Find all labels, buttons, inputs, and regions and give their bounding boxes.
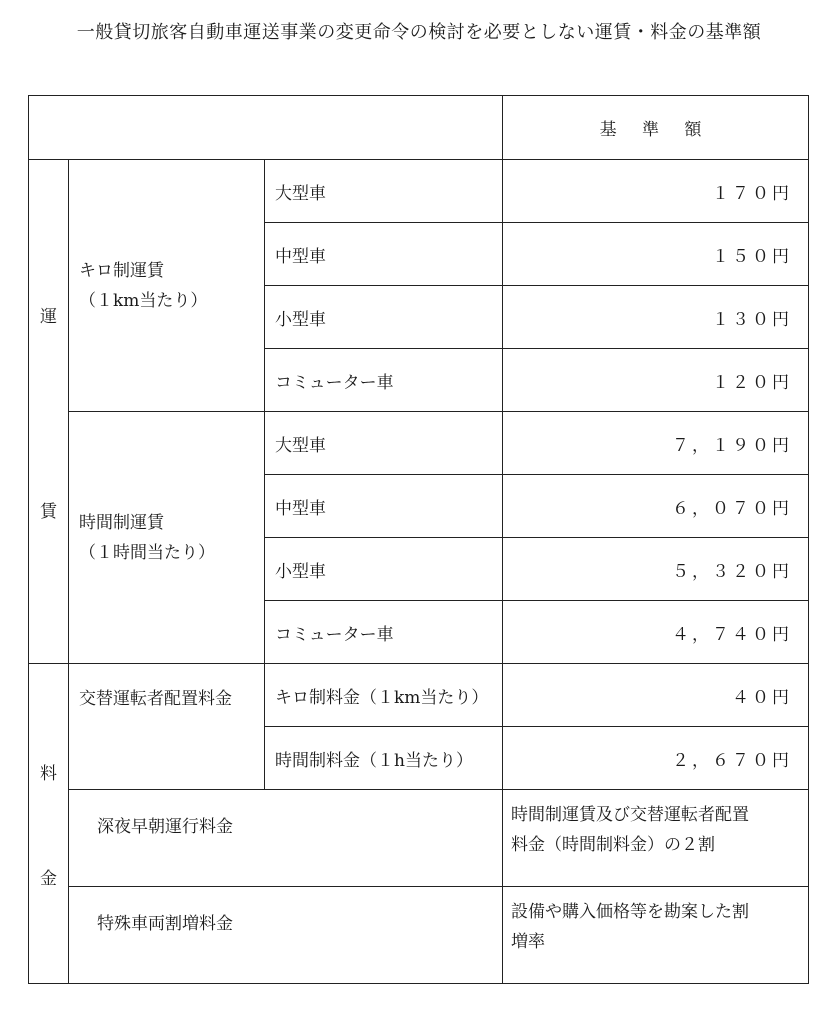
- charge-type-cell: キロ制料金（１km当たり）: [265, 664, 503, 727]
- fare-label-1: 運: [40, 306, 57, 327]
- amount-cell: １５０円: [503, 223, 809, 286]
- table-header-row: [29, 96, 809, 160]
- vehicle-cell: 小型車: [265, 538, 503, 601]
- amount-cell: １２０円: [503, 349, 809, 412]
- fare-table: [28, 95, 809, 984]
- relief-driver-cell: 交替運転者配置料金: [69, 664, 265, 790]
- km-fare-cell: [69, 160, 265, 412]
- table-row: [29, 790, 809, 887]
- vehicle-cell: 中型車: [265, 223, 503, 286]
- table-row: [29, 160, 809, 223]
- vehicle-cell: 中型車: [265, 475, 503, 538]
- special-note-line-1: 設備や購入価格等を勘案した割: [511, 902, 750, 922]
- amount-cell: １３０円: [503, 286, 809, 349]
- table-row: [29, 664, 809, 727]
- special-note-line-2: 増率: [511, 932, 546, 952]
- charges-label-1: 料: [40, 763, 57, 784]
- vehicle-cell: 大型車: [265, 160, 503, 223]
- amount-cell: ５，３２０円: [503, 538, 809, 601]
- special-vehicle-charge-note: [503, 887, 809, 984]
- vehicle-cell: コミューター車: [265, 601, 503, 664]
- amount-cell: ４０円: [503, 664, 809, 727]
- fare-label-2: 賃: [40, 501, 57, 522]
- night-note-line-2: 料金（時間制料金）の２割: [511, 835, 716, 855]
- time-fare-name: 時間制運賃: [79, 512, 164, 533]
- header-amount-cell: 基 準 額: [503, 96, 809, 160]
- amount-cell: ７，１９０円: [503, 412, 809, 475]
- vehicle-cell: 小型車: [265, 286, 503, 349]
- amount-cell: ２，６７０円: [503, 727, 809, 790]
- vehicle-cell: コミューター車: [265, 349, 503, 412]
- table-row: [29, 887, 809, 984]
- km-fare-name: キロ制運賃: [79, 260, 164, 281]
- table-row: [29, 412, 809, 475]
- km-fare-unit: （１km当たり）: [79, 290, 208, 311]
- header-blank-cell: [29, 96, 503, 160]
- charges-label-2: 金: [40, 868, 57, 889]
- page-title: 一般貸切旅客自動車運送事業の変更命令の検討を必要としない運賃・料金の基準額: [76, 22, 762, 43]
- amount-cell: １７０円: [503, 160, 809, 223]
- time-fare-cell: [69, 412, 265, 664]
- time-fare-unit: （１時間当たり）: [79, 542, 215, 563]
- charges-category-cell: [29, 664, 69, 984]
- amount-cell: ６，０７０円: [503, 475, 809, 538]
- night-charge-note: [503, 790, 809, 887]
- night-charge-cell: 深夜早朝運行料金: [69, 790, 503, 887]
- night-note-line-1: 時間制運賃及び交替運転者配置: [511, 805, 750, 825]
- amount-cell: ４，７４０円: [503, 601, 809, 664]
- fare-category-cell: [29, 160, 69, 664]
- vehicle-cell: 大型車: [265, 412, 503, 475]
- special-vehicle-charge-cell: 特殊車両割増料金: [69, 887, 503, 984]
- charge-type-cell: 時間制料金（１h当たり）: [265, 727, 503, 790]
